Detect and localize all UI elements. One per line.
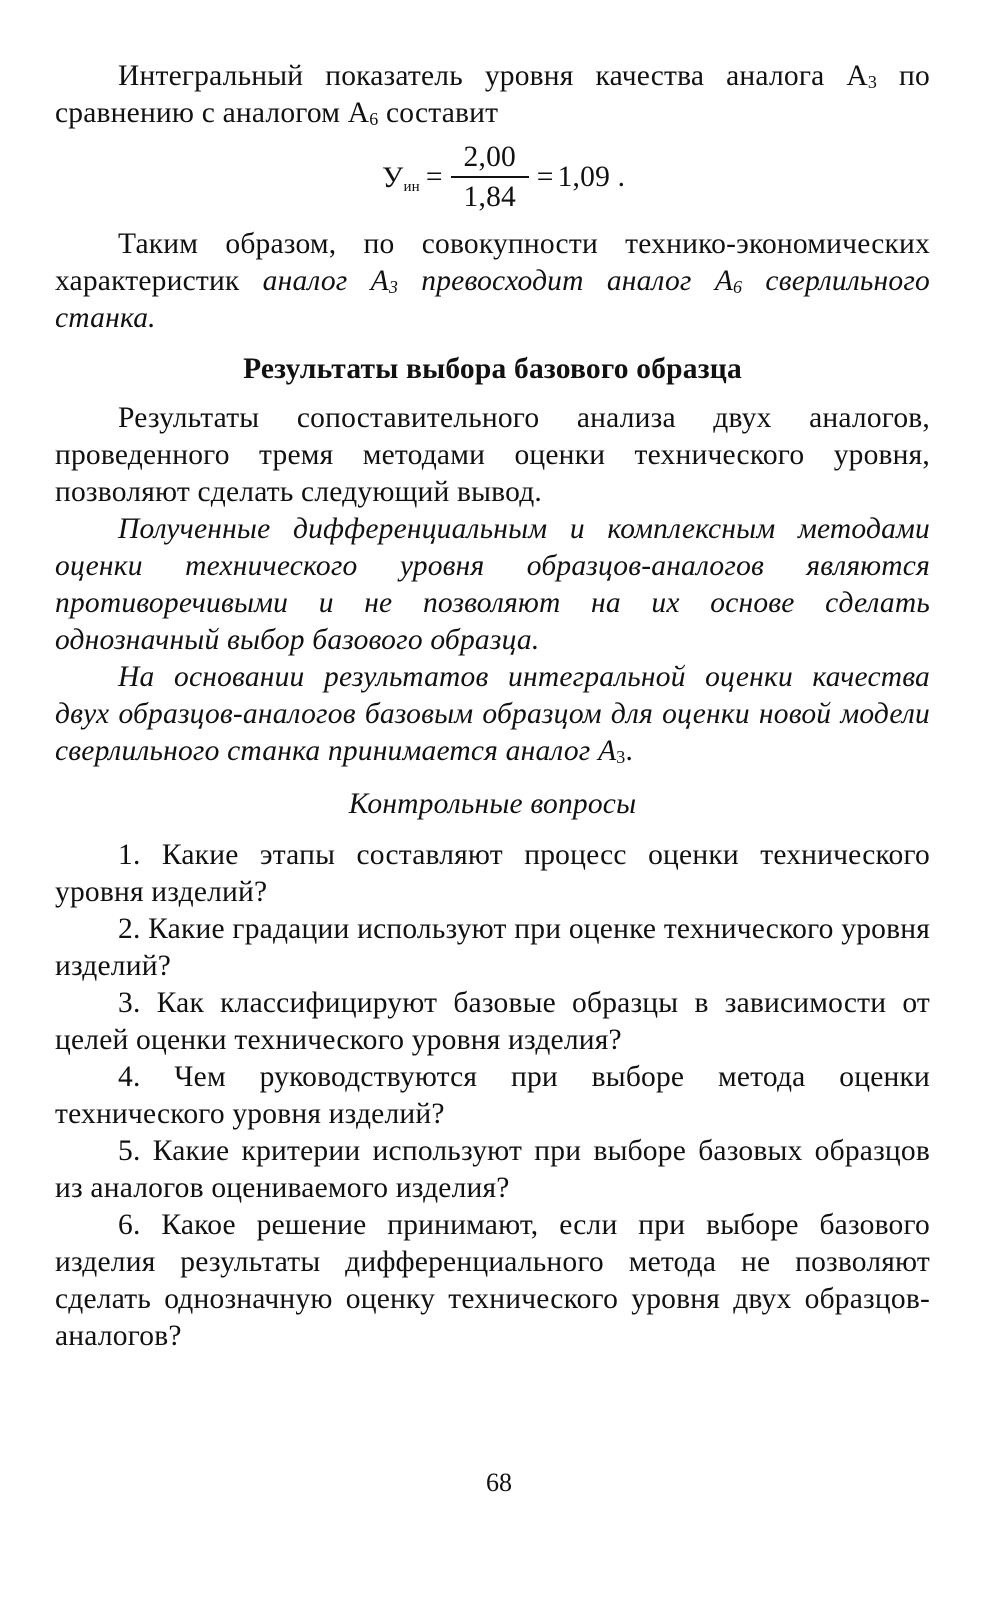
list-item: 2. Какие градации используют при оценке технического уровня изделий?: [55, 913, 930, 982]
questions-title: Контрольные вопросы: [348, 788, 637, 820]
formula-subscript: ин: [403, 178, 420, 195]
formula-denominator: 1,84: [463, 181, 516, 213]
italic-paragraph-2-text: На основании результатов интегральной оценки качества двух образцов-аналогов базовым образцом для оценки новой модели сверлильного станка принимается аналог А: [55, 661, 930, 767]
page-body: [55, 58, 930, 1355]
formula-symbol: У: [382, 160, 404, 194]
conclusion-italic-2: превосходит аналог А: [398, 265, 734, 297]
intro-text-3: составит: [378, 97, 499, 129]
questions-list: [55, 837, 930, 1355]
italic-paragraph-1: Полученные дифференциальным и комплексным методами оценки технического уровня образцов-аналогов являются противоречивыми и не позволяют на их основе сделать однозначный выбор базового образца.: [55, 513, 930, 656]
list-item: 6. Какое решение принимают, если при выборе базового изделия результаты дифференциального метода не позволяют сделать однозначную оценку технического уровня двух образцов-аналогов?: [55, 1209, 930, 1352]
list-item: 1. Какие этапы составляют процесс оценки технического уровня изделий?: [55, 839, 930, 908]
formula-numerator: 2,00: [463, 141, 516, 173]
conclusion-paragraph: [55, 226, 930, 337]
intro-text-2: по сравнению с аналогом А: [55, 60, 930, 129]
formula-fraction: [451, 140, 529, 214]
conclusion-italic-sub-2: 6: [733, 277, 743, 297]
intro-text-1: Интегральный показатель уровня качества аналога А: [118, 60, 868, 92]
italic-paragraph-2: [55, 659, 930, 770]
italic-paragraph-2-index: 3: [616, 747, 626, 767]
formula-equals-1: =: [425, 160, 443, 193]
formula-result: 1,09 .: [557, 160, 626, 193]
list-item: 5. Какие критерии используют при выборе базовых образцов из аналогов оцениваемого изделия?: [55, 1135, 930, 1204]
page-number: 68: [486, 1468, 512, 1497]
italic-paragraph-2-end: .: [625, 735, 634, 767]
list-item: 3. Как классифицируют базовые образцы в зависимости от целей оценки технического уровня изделия?: [55, 987, 930, 1056]
intro-a3-index: 3: [867, 72, 878, 92]
intro-a6-index: 6: [369, 109, 379, 129]
formula: [55, 134, 930, 220]
conclusion-italic-1: аналог А: [262, 265, 389, 297]
formula-equals-2: =: [536, 160, 554, 193]
conclusion-regular-text: Таким образом, по совокупности технико-экономических характеристик: [55, 228, 930, 297]
conclusion-italic-3: сверлильного станка.: [55, 265, 930, 334]
results-paragraph: Результаты сопоставительного анализа двух аналогов, проведенного тремя методами оценки технического уровня, позволяют сделать следующий вывод.: [55, 402, 930, 508]
intro-paragraph: [55, 58, 930, 132]
conclusion-italic-sub-1: 3: [388, 277, 399, 297]
list-item: 4. Чем руководствуются при выборе метода оценки технического уровня изделий?: [55, 1061, 930, 1130]
section-title: Результаты выбора базового образца: [243, 353, 742, 385]
